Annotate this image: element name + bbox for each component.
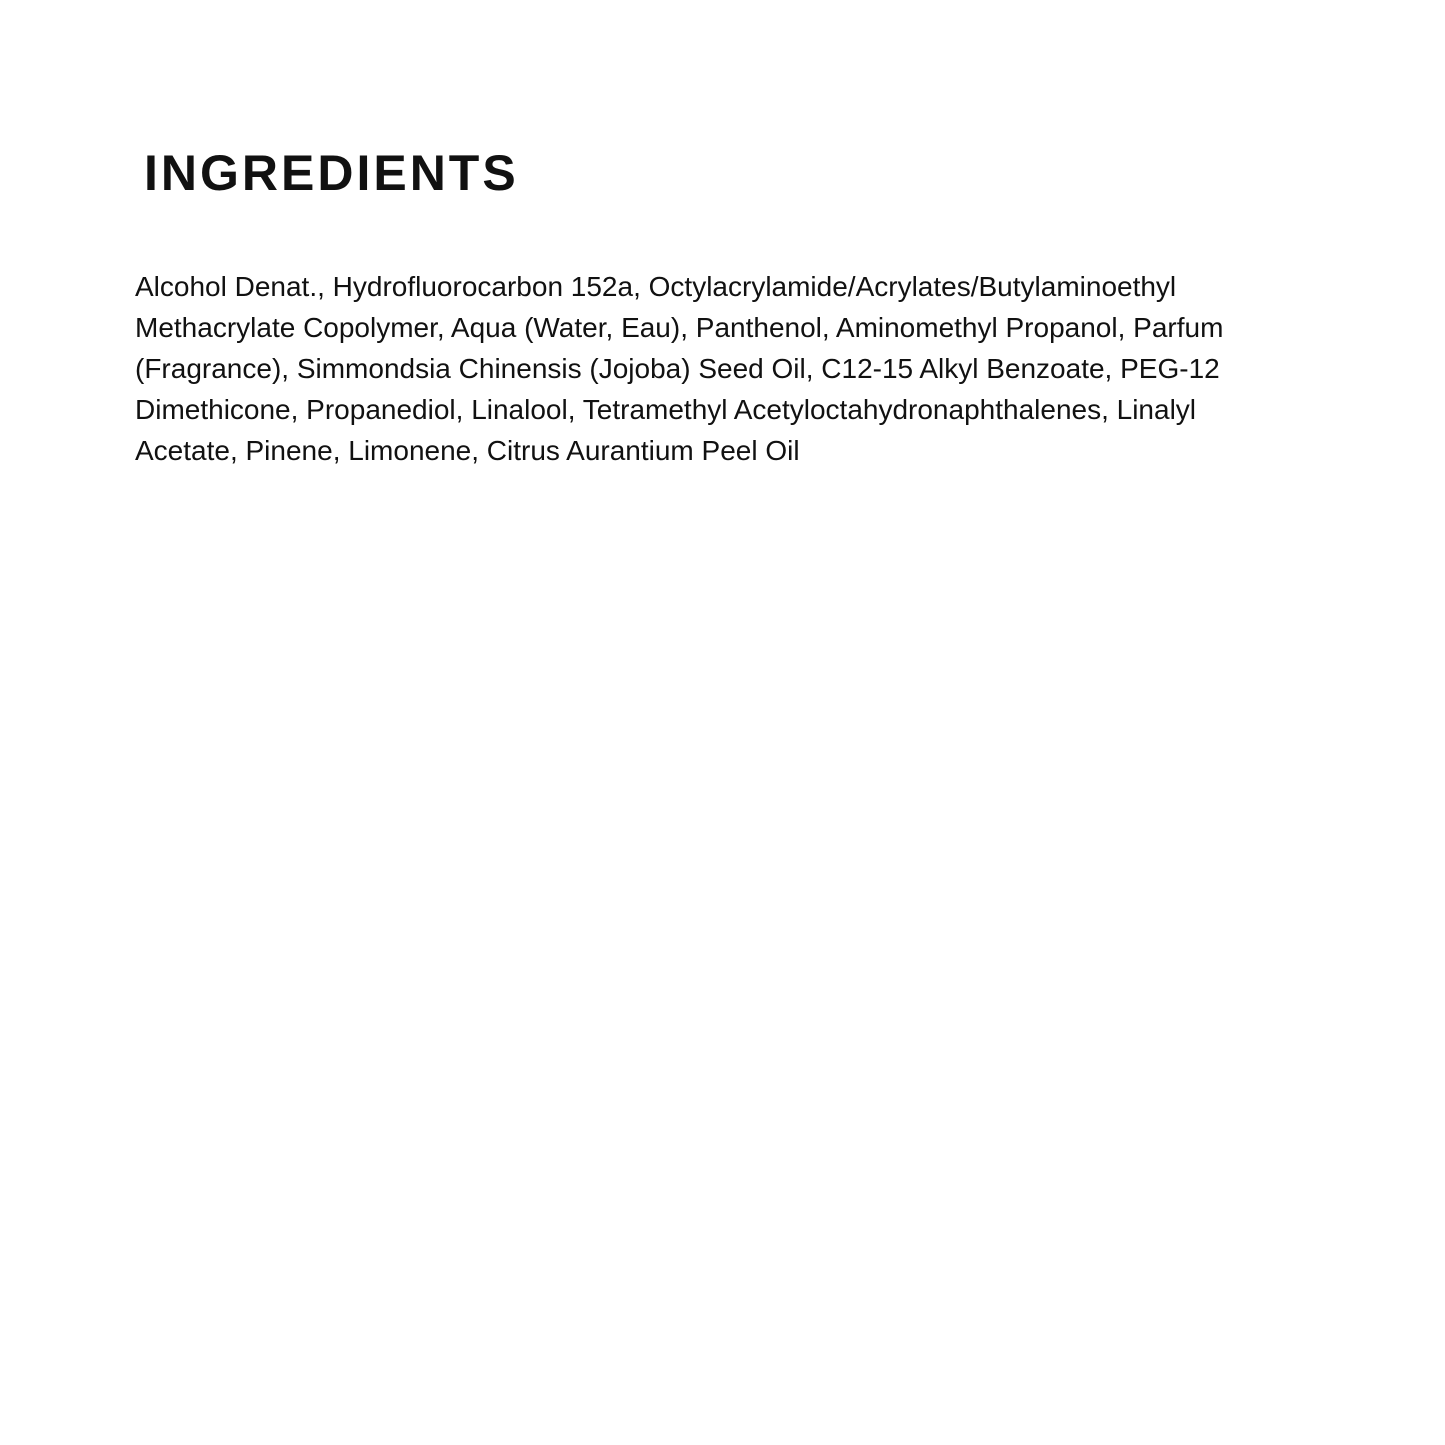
ingredients-list-text: Alcohol Denat., Hydrofluorocarbon 152a, Octylacrylamide/Acrylates/Butylaminoethyl Methacrylate Copolymer, Aqua (Water, Eau), Panthenol, Aminomethyl Propanol, Parfum (Fragrance), Simmondsia Chinensis (Jojoba) Seed Oil, C12-15 Alkyl Benzoate, PEG-12 Dimethicone, Propanediol, Linalool, Tetramethyl Acetyloctahydronaphthalenes, Linalyl Acetate, Pinene, Limonene, Citrus Aurantium Peel Oil: [135, 271, 1224, 466]
ingredients-heading: INGREDIENTS: [144, 145, 519, 201]
